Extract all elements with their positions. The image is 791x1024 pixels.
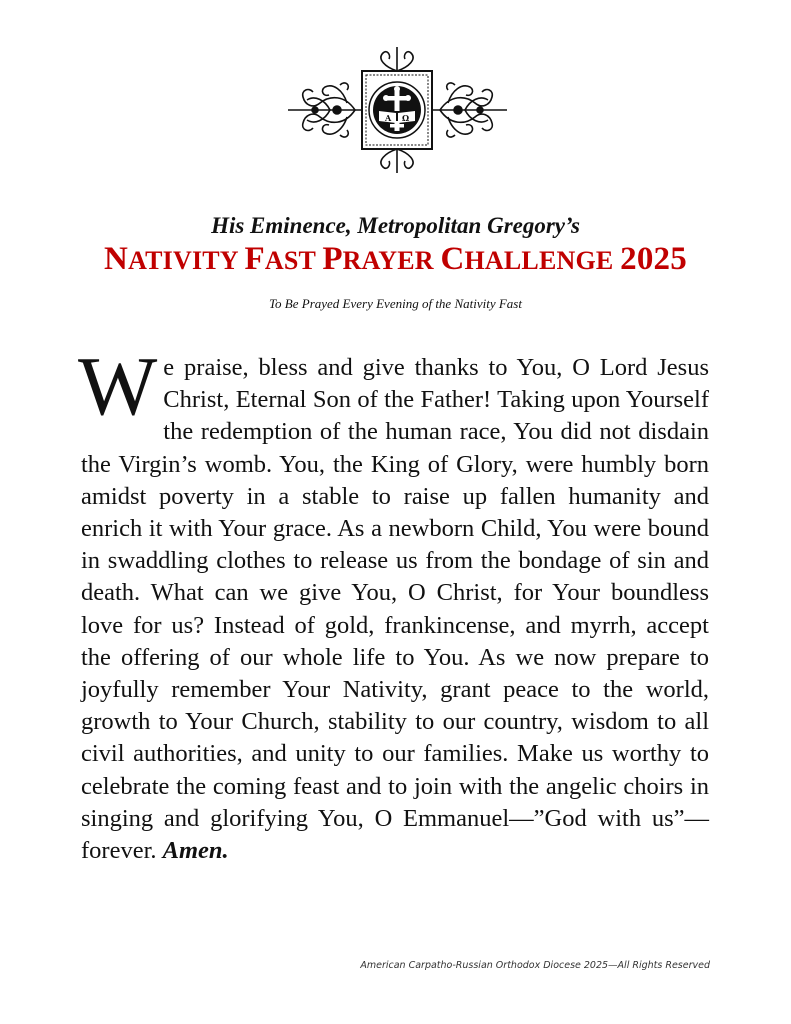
title-word: NATIVITY — [104, 241, 238, 277]
title-word: FAST — [244, 241, 316, 277]
page-title — [0, 241, 791, 278]
svg-text:Ω: Ω — [402, 113, 410, 123]
prayer-closing: Amen. — [162, 837, 229, 865]
svg-text:A: A — [385, 113, 392, 123]
byline: His Eminence, Metropolitan Gregory’s — [211, 213, 580, 238]
title-word: CHALLENGE — [440, 241, 614, 277]
title-word: PRAYER — [322, 241, 434, 277]
copyright-footer: American Carpatho-Russian Orthodox Diocese 2025—All Rights Reserved — [360, 960, 710, 971]
drop-cap: W — [78, 340, 158, 433]
prayer-text — [78, 340, 709, 867]
prayer-body: e praise, bless and give thanks to You, O Lord Jesus Christ, Eternal Son of the Father! Taking upon Yourself the redemption of the human race, You did not disdain the Virgin’s womb. You, the King of Glory, were humbly born amidst poverty in a stable to raise up fallen humanity and enrich it with Your grace. As a newborn Child, You were bound in swaddling clothes to release us from the bondage of sin and death. What can we give You, O Christ, for Your boundless love for us? Instead of gold, frankincense, and myrrh, accept the offering of our whole life to You. As we now prepare to joyfully remember Your Nativity, grant peace to the world, growth to Your Church, stability to our country, wisdom to all civil authorities, and unity to our families. Make us worthy to celebrate the coming feast and to join with the angelic choirs in singing and glorifying You, O Emmanuel—”God with us”—forever. — [81, 354, 709, 865]
title-year: 2025 — [620, 241, 687, 277]
subtitle: To Be Prayed Every Evening of the Nativity Fast — [269, 296, 522, 311]
ornamental-emblem-icon — [285, 45, 510, 175]
